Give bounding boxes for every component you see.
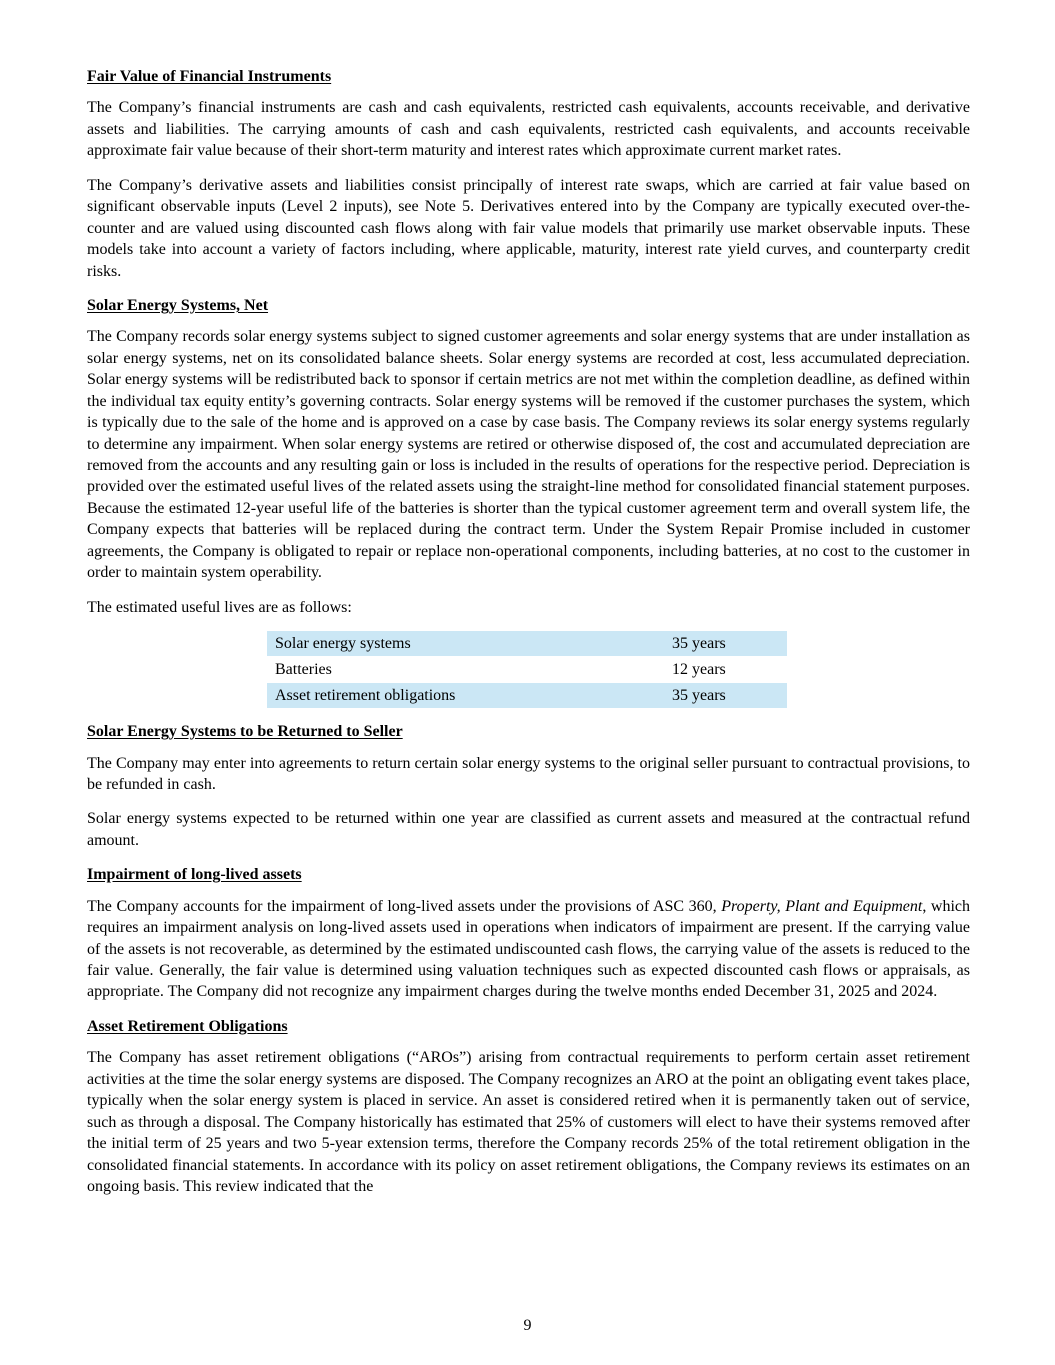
table-cell-value: 35 years	[664, 683, 787, 709]
section-heading-asset-retirement-obligations: Asset Retirement Obligations	[87, 1017, 288, 1035]
section-heading-solar-energy-systems-returned-to-seller: Solar Energy Systems to be Returned to Seller	[87, 723, 403, 741]
paragraph-solar-energy-systems-net: The Company records solar energy systems subject to signed customer agreements and solar energy systems that are under installation as solar energy systems, net on its consolidated balance sheets. Solar energy systems are recorded at cost, less accumulated depreciation. Solar energy systems will be redistributed back to sponsor if certain metrics are not met within the completion deadline, as defined within the individual tax equity entity’s governing contracts. Solar energy systems will be removed if the customer purchases the system, which is typically due to the sale of the home and is approved on a case by case basis. The Company reviews its solar energy systems regularly to determine any impairment. When solar energy systems are retired or otherwise disposed of, the cost and accumulated depreciation are removed from the accounts and any resulting gain or loss is included in the results of operations for the respective period. Depreciation is provided over the estimated useful lives of the related assets using the straight-line method for consolidated financial statement purposes. Because the estimated 12-year useful life of the batteries is shorter than the typical customer agreement term and overall system life, the Company expects that batteries will be replaced during the contract term. Under the System Repair Promise included in customer agreements, the Company is obligated to repair or replace non-operational components, including batteries, at no cost to the customer in order to maintain system operability.	[87, 328, 970, 582]
table-cell-label: Asset retirement obligations	[267, 683, 664, 709]
section-heading-solar-energy-systems-net: Solar Energy Systems, Net	[87, 296, 269, 314]
table-row-solar-energy-systems	[267, 631, 787, 657]
paragraph-returned-to-seller-2: Solar energy systems expected to be returned within one year are classified as current assets and measured at the contractual refund amount.	[87, 810, 970, 849]
table-cell-value: 12 years	[664, 657, 787, 683]
paragraph-returned-to-seller-1: The Company may enter into agreements to return certain solar energy systems to the original seller pursuant to contractual provisions, to be refunded in cash.	[87, 754, 970, 793]
paragraph-estimated-useful-lives-intro: The estimated useful lives are as follows:	[87, 598, 352, 616]
table-row-asset-retirement-obligations	[267, 683, 787, 709]
paragraph-asset-retirement-obligations: The Company has asset retirement obligations (“AROs”) arising from contractual requirements to perform certain asset retirement activities at the time the solar energy systems are disposed. The Company recognizes an ARO at the point an obligating event takes place, typically when the solar energy system is placed in service. An asset is considered retired when it is permanently taken out of service, such as through a disposal. The Company historically has estimated that 25% of customers will elect to have their systems removed after the initial term of 25 years and two 5-year extension terms, therefore the Company records 25% of the total retirement obligation in the consolidated financial statements. In accordance with its policy on asset retirement obligations, the Company reviews its estimates on an ongoing basis. This review indicated that the	[87, 1049, 970, 1195]
paragraph-financial-instruments-2: The Company’s derivative assets and liabilities consist principally of interest rate swaps, which are carried at fair value based on significant observable inputs (Level 2 inputs), see Note 5. Derivatives entered into by the Company are typically executed over-the-counter and are valued using discounted cash flows along with fair value models that primarily use market observable inputs. These models take into account a variety of factors including, where applicable, maturity, interest rate yield curves, and counterparty credit risks.	[87, 176, 970, 280]
useful-lives-table	[267, 631, 787, 709]
section-heading-impairment-of-long-lived-assets: Impairment of long-lived assets	[87, 866, 302, 884]
table-cell-label: Solar energy systems	[267, 631, 664, 657]
paragraph-financial-instruments-1: The Company’s financial instruments are cash and cash equivalents, restricted cash equivalents, accounts receivable, and derivative assets and liabilities. The carrying amounts of cash and cash equivalents, restricted cash equivalents, and accounts receivable approximate fair value because of their short-term maturity and interest rates which approximate current market rates.	[87, 99, 970, 160]
table-row-batteries	[267, 657, 787, 683]
table-cell-label: Batteries	[267, 657, 664, 683]
section-heading-fair-value-of-financial-instruments: Fair Value of Financial Instruments	[87, 68, 332, 85]
table-cell-value: 35 years	[664, 631, 787, 657]
paragraph-impairment: The Company accounts for the impairment of long-lived assets under the provisions of ASC 360, Property, Plant and Equipment, which requires an impairment analysis on long-lived assets used in operations when indicators of impairment are present. If the carrying value of the assets is not recoverable, as determined by the estimated undiscounted cash flows, the carrying value of the assets is reduced to the fair value. Generally, the fair value is determined using valuation techniques such as expected discounted cash flows or appraisals, as appropriate. The Company did not recognize any impairment charges during the twelve months ended December 31, 2025 and 2024.	[87, 897, 970, 1001]
page-number: 9	[523, 1317, 532, 1334]
